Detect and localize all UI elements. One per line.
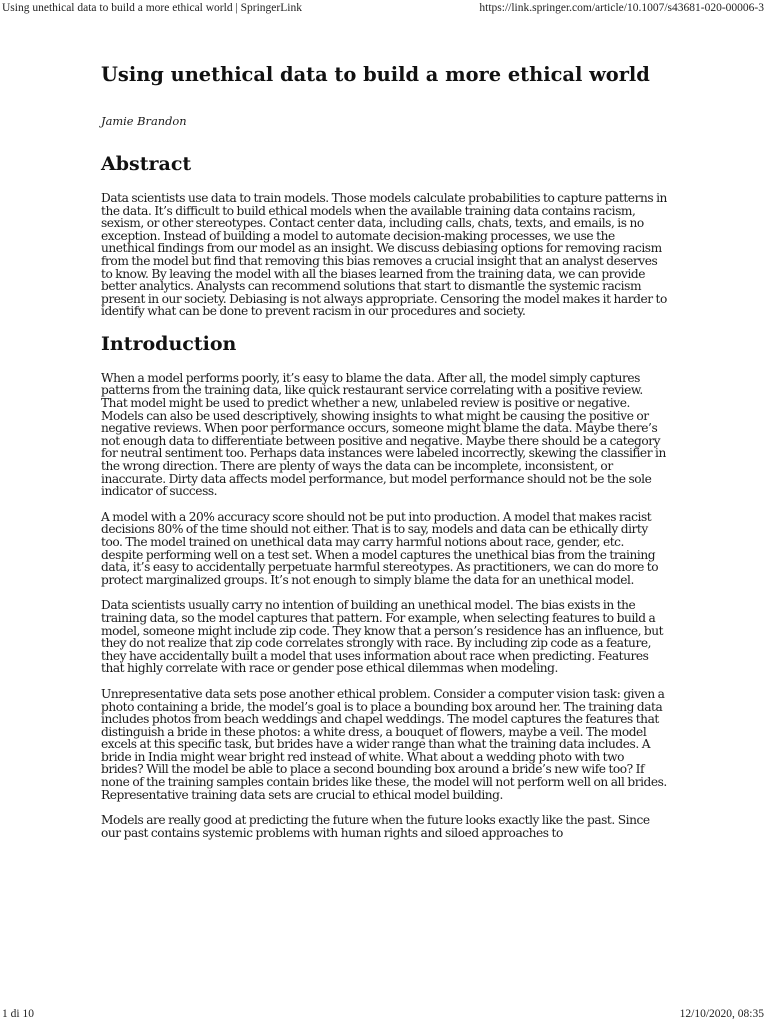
intro-paragraph-2: A model with a 20% accuracy score should not be put into production. A model that makes racist decisions 80% of the time should not either. That is to say, models and data can be ethically dirty too. The model trained on unethical data may carry harmful notions about race, gender, etc. despite performing well on a test set. When a model captures the unethical bias from the training data, it’s easy to accidentally perpetuate harmful stereotypes. As practitioners, we can do more to protect marginalized groups. It’s not enough to simply blame the data for an unethical model. bbox=[101, 509, 659, 587]
intro-paragraph-1: When a model performs poorly, it’s easy to blame the data. After all, the model simply captures patterns from the training data, like quick restaurant service correlating with a positive review. That model might be used to predict whether a new, unlabeled review is positive or negative. Models can also be used descriptively, showing insights to what might be causing the positive or negative reviews. When poor performance occurs, someone might blame the data. Maybe there’s not enough data to differentiate between positive and negative. Maybe there should be a category for neutral sentiment too. Perhaps data instances were labeled incorrectly, skewing the classifier in the wrong direction. There are plenty of ways the data can be incomplete, inconsistent, or inaccurate. Dirty data affects model performance, but model performance should not be the sole indicator of success. bbox=[101, 370, 666, 499]
article-author[interactable]: Jamie Brandon bbox=[101, 114, 187, 129]
abstract-paragraph: Data scientists use data to train models. Those models calculate probabilities to capture patterns in the data. It’s difficult to build ethical models when the available training data contains racism, sexism, or other stereotypes. Contact center data, including calls, chats, texts, and emails, is no exception. Instead of building a model to automate decision-making processes, we use the unethical findings from our model as an insight. We discuss debiasing options for removing racism from the model but find that removing this bias removes a crucial insight that an analyst deserves to know. By leaving the model with all the biases learned from the training data, we can provide better analytics. Analysts can recommend solutions that start to dismantle the systemic racism present in our society. Debiasing is not always appropriate. Censoring the model makes it harder to identify what can be done to prevent racism in our procedures and society. bbox=[101, 191, 667, 319]
article bbox=[101, 64, 667, 839]
page-url[interactable]: https://link.springer.com/article/10.1007/s43681-020-00006-3 bbox=[479, 2, 764, 14]
page-title: Using unethical data to build a more ethical world | SpringerLink bbox=[2, 2, 302, 14]
intro-paragraph-3: Data scientists usually carry no intention of building an unethical model. The bias exists in the training data, so the model captures that pattern. For example, when selecting features to build a model, someone might include zip code. They know that a person’s residence has an influence, but they do not realize that zip code correlates strongly with race. By including zip code as a feature, they have accidentally built a model that uses information about race when predicting. Features that highly correlate with race or gender pose ethical dilemmas when modeling. bbox=[101, 598, 664, 676]
print-datetime: 12/10/2020, 08:35 bbox=[679, 1008, 764, 1020]
introduction-heading: Introduction bbox=[101, 333, 237, 356]
abstract-heading: Abstract bbox=[101, 153, 192, 176]
intro-paragraph-4: Unrepresentative data sets pose another ethical problem. Consider a computer vision task: given a photo containing a bride, the model’s goal is to place a bounding box around her. The training data includes photos from beach weddings and chapel weddings. The model captures the features that distinguish a bride in these photos: a white dress, a bouquet of flowers, maybe a veil. The model excels at this specific task, but brides have a wider range than what the training data includes. A bride in India might wear bright red instead of white. What about a wedding photo with two brides? Will the model be able to place a second bounding box around a bride’s new wife too? If none of the training samples contain brides like these, the model will not perform well on all brides. Representative training data sets are crucial to ethical model building. bbox=[101, 686, 667, 802]
page-counter: 1 di 10 bbox=[2, 1008, 34, 1020]
intro-paragraph-5: Models are really good at predicting the future when the future looks exactly like the past. Since our past contains systemic problems with human rights and siloed approaches to bbox=[101, 813, 650, 840]
article-title: Using unethical data to build a more ethical world bbox=[101, 63, 650, 86]
